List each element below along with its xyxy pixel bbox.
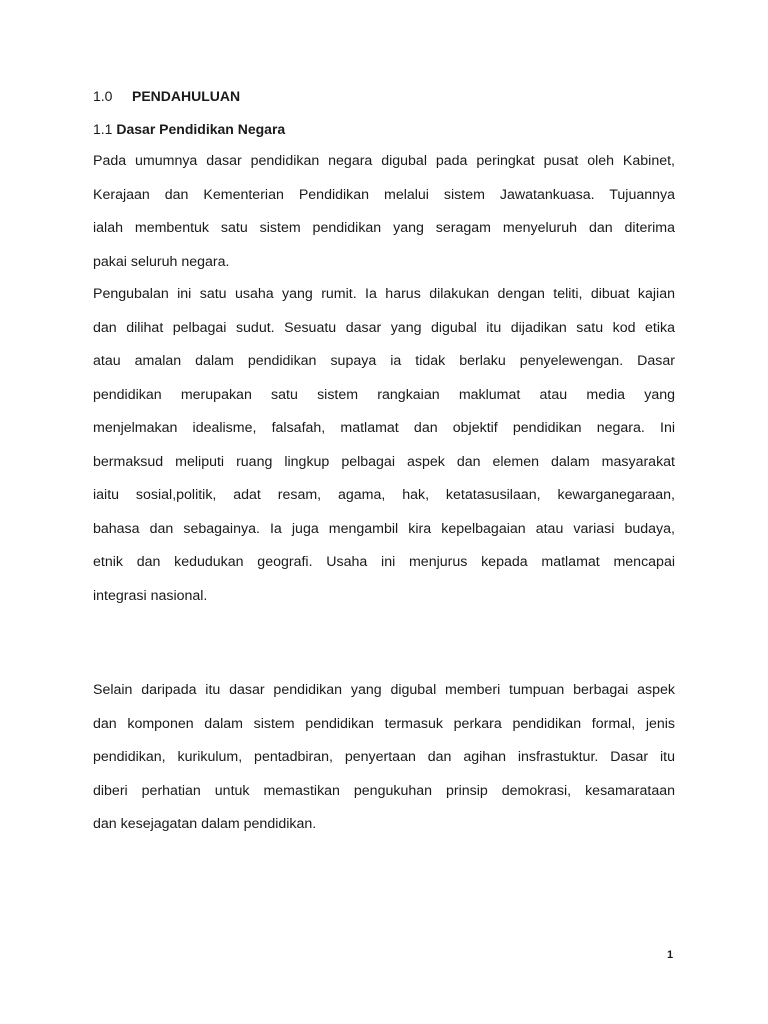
paragraph-line: etnik dan kedudukan geografi. Usaha ini menjurus kepada matlamat mencapai xyxy=(93,554,675,570)
paragraph-line: Selain daripada itu dasar pendidikan yang digubal memberi tumpuan berbagai aspek xyxy=(93,682,675,698)
subsection-number: 1.1 xyxy=(93,121,113,137)
section-number: 1.0 xyxy=(93,88,113,104)
paragraph-line: dan komponen dalam sistem pendidikan termasuk perkara pendidikan formal, jenis xyxy=(93,715,675,732)
paragraph-line: bahasa dan sebagainya. Ia juga mengambil kira kepelbagaian atau variasi budaya, xyxy=(93,520,675,537)
page-number: 1 xyxy=(667,949,674,961)
paragraph-2 xyxy=(93,285,675,620)
paragraph-line: bermaksud meliputi ruang lingkup pelbagai aspek dan elemen dalam masyarakat xyxy=(93,453,675,470)
paragraph-line: ialah membentuk satu sistem pendidikan yang seragam menyeluruh dan diterima xyxy=(93,220,675,236)
paragraph-line: Pengubalan ini satu usaha yang rumit. Ia harus dilakukan dengan teliti, dibuat kajian xyxy=(93,286,675,302)
paragraph-1 xyxy=(93,152,675,286)
paragraph-line: pendidikan merupakan satu sistem rangkaian maklumat atau media yang xyxy=(93,386,675,403)
paragraph-3 xyxy=(93,681,675,849)
paragraph-line: menjelmakan idealisme, falsafah, matlamat dan objektif pendidikan negara. Ini xyxy=(93,420,675,436)
subsection-title: Dasar Pendidikan Negara xyxy=(116,121,286,137)
paragraph-line: Pada umumnya dasar pendidikan negara digubal pada peringkat pusat oleh Kabinet, xyxy=(93,153,675,169)
paragraph-line: iaitu sosial,politik, adat resam, agama, hak, ketatasusilaan, kewarganegaraan, xyxy=(93,487,675,503)
paragraph-line: dan dilihat pelbagai sudut. Sesuatu dasar yang digubal itu dijadikan satu kod etika xyxy=(93,319,675,336)
paragraph-line: atau amalan dalam pendidikan supaya ia tidak berlaku penyelewengan. Dasar xyxy=(93,353,675,369)
section-heading xyxy=(93,87,240,105)
paragraph-line: diberi perhatian untuk memastikan pengukuhan prinsip demokrasi, kesamarataan xyxy=(93,782,675,799)
paragraph-line: pakai seluruh negara. xyxy=(93,253,230,270)
subsection-heading xyxy=(93,120,285,138)
paragraph-line: dan kesejagatan dalam pendidikan. xyxy=(93,816,317,832)
paragraph-line: Kerajaan dan Kementerian Pendidikan melalui sistem Jawatankuasa. Tujuannya xyxy=(93,186,675,203)
section-title: PENDAHULUAN xyxy=(132,88,241,104)
paragraph-line: pendidikan, kurikulum, pentadbiran, penyertaan dan agihan insfrastuktur. Dasar itu xyxy=(93,749,675,765)
paragraph-line: integrasi nasional. xyxy=(93,587,208,604)
